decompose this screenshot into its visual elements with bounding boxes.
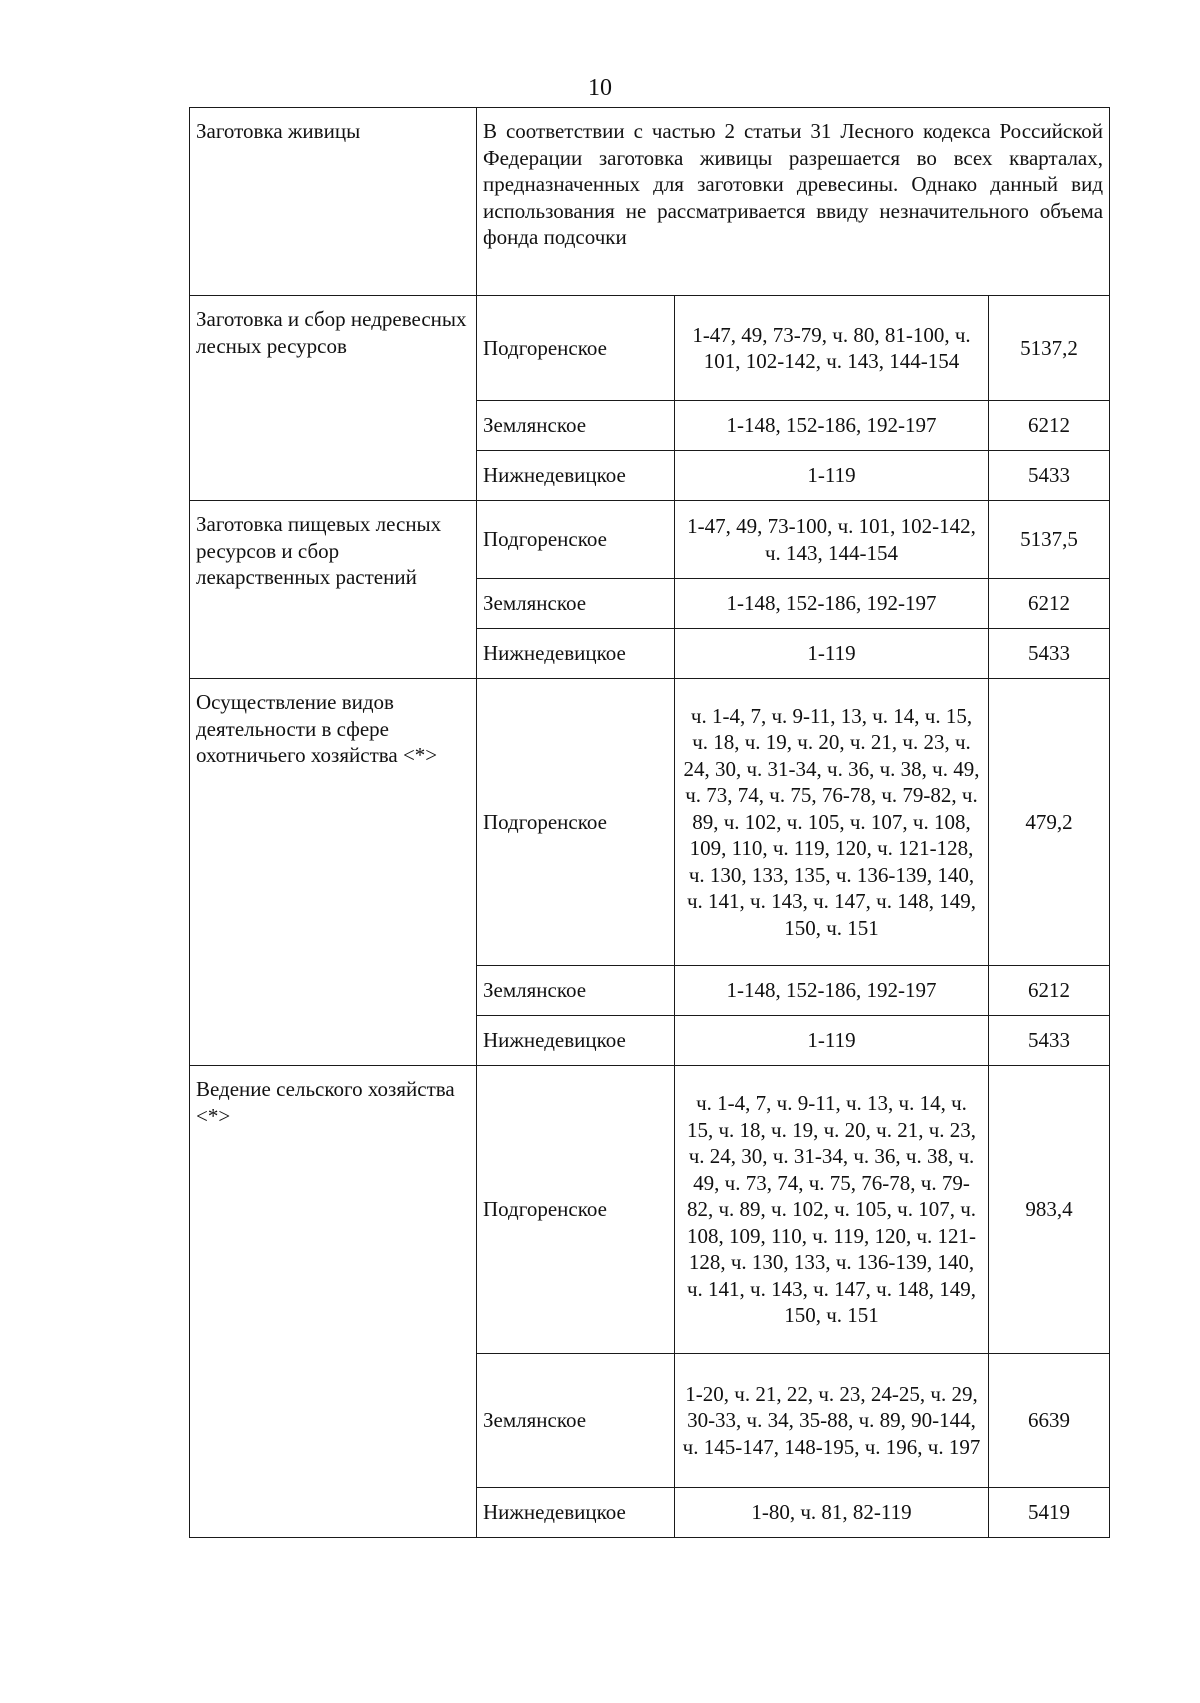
area-cell: 983,4 xyxy=(989,1066,1110,1354)
forestry-cell: Землянское xyxy=(477,579,675,629)
area-cell: 6212 xyxy=(989,966,1110,1016)
area-cell: 5137,5 xyxy=(989,501,1110,579)
quarters-cell: 1-148, 152-186, 192-197 xyxy=(675,579,989,629)
forestry-cell: Подгоренское xyxy=(477,296,675,401)
quarters-cell: ч. 1-4, 7, ч. 9-11, 13, ч. 14, ч. 15, ч. 18, ч. 19, ч. 20, ч. 21, ч. 23, ч. 24, 30, ч. 31-34, ч. 36, ч. 38, ч. 49, ч. 73, 74, ч. 75, 76-78, ч. 79-82, ч. 89, ч. 102, ч. 105, ч. 107, ч. 108, 109, 110, ч. 119, 120, ч. 121-128, ч. 130, 133, 135, ч. 136-139, 140, ч. 141, ч. 143, ч. 147, ч. 148, 149, 150, ч. 151 xyxy=(675,679,989,966)
forestry-cell: Нижнедевицкое xyxy=(477,1488,675,1538)
forestry-cell: Подгоренское xyxy=(477,679,675,966)
activity-cell: Заготовка живицы xyxy=(190,108,477,296)
quarters-cell: 1-148, 152-186, 192-197 xyxy=(675,401,989,451)
area-cell: 5433 xyxy=(989,629,1110,679)
quarters-cell: 1-20, ч. 21, 22, ч. 23, 24-25, ч. 29, 30-33, ч. 34, 35-88, ч. 89, 90-144, ч. 145-147, 148-195, ч. 196, ч. 197 xyxy=(675,1354,989,1488)
area-cell: 5419 xyxy=(989,1488,1110,1538)
quarters-cell: 1-119 xyxy=(675,451,989,501)
forestry-cell: Подгоренское xyxy=(477,501,675,579)
table-row xyxy=(190,679,1110,966)
table-row xyxy=(190,296,1110,401)
quarters-cell: 1-47, 49, 73-79, ч. 80, 81-100, ч. 101, 102-142, ч. 143, 144-154 xyxy=(675,296,989,401)
area-cell: 5433 xyxy=(989,451,1110,501)
quarters-cell: 1-119 xyxy=(675,629,989,679)
forestry-cell: Нижнедевицкое xyxy=(477,629,675,679)
page-number: 10 xyxy=(588,75,612,101)
quarters-cell: ч. 1-4, 7, ч. 9-11, ч. 13, ч. 14, ч. 15, ч. 18, ч. 19, ч. 20, ч. 21, ч. 23, ч. 24, 30, ч. 31-34, ч. 36, ч. 38, ч. 49, ч. 73, 74, ч. 75, 76-78, ч. 79-82, ч. 89, ч. 102, ч. 105, ч. 107, ч. 108, 109, 110, ч. 119, 120, ч. 121-128, ч. 130, 133, ч. 136-139, 140, ч. 141, ч. 143, ч. 147, ч. 148, 149, 150, ч. 151 xyxy=(675,1066,989,1354)
description-cell: В соответствии с частью 2 статьи 31 Лесного кодекса Российской Федерации заготовка живицы разрешается во всех кварталах, предназначенных для заготовки древесины. Однако данный вид использования не рассматривается ввиду незначительного объема фонда подсочки xyxy=(477,108,1110,296)
area-cell: 5137,2 xyxy=(989,296,1110,401)
area-cell: 5433 xyxy=(989,1016,1110,1066)
quarters-cell: 1-148, 152-186, 192-197 xyxy=(675,966,989,1016)
area-cell: 6212 xyxy=(989,401,1110,451)
area-cell: 479,2 xyxy=(989,679,1110,966)
forestry-cell: Землянское xyxy=(477,1354,675,1488)
table-row xyxy=(190,501,1110,579)
activity-cell: Заготовка и сбор недревесных лесных ресурсов xyxy=(190,296,477,501)
quarters-cell: 1-80, ч. 81, 82-119 xyxy=(675,1488,989,1538)
area-cell: 6639 xyxy=(989,1354,1110,1488)
quarters-cell: 1-47, 49, 73-100, ч. 101, 102-142, ч. 143, 144-154 xyxy=(675,501,989,579)
table-row xyxy=(190,1066,1110,1354)
activity-cell: Заготовка пищевых лесных ресурсов и сбор лекарственных растений xyxy=(190,501,477,679)
activity-cell: Осуществление видов деятельности в сфере охотничьего хозяйства <*> xyxy=(190,679,477,1066)
quarters-cell: 1-119 xyxy=(675,1016,989,1066)
forestry-cell: Землянское xyxy=(477,401,675,451)
activity-cell: Ведение сельского хозяйства <*> xyxy=(190,1066,477,1538)
forestry-cell: Землянское xyxy=(477,966,675,1016)
area-cell: 6212 xyxy=(989,579,1110,629)
forest-use-table xyxy=(189,107,1110,1538)
table-row xyxy=(190,108,1110,296)
forestry-cell: Нижнедевицкое xyxy=(477,451,675,501)
forestry-cell: Нижнедевицкое xyxy=(477,1016,675,1066)
forestry-cell: Подгоренское xyxy=(477,1066,675,1354)
